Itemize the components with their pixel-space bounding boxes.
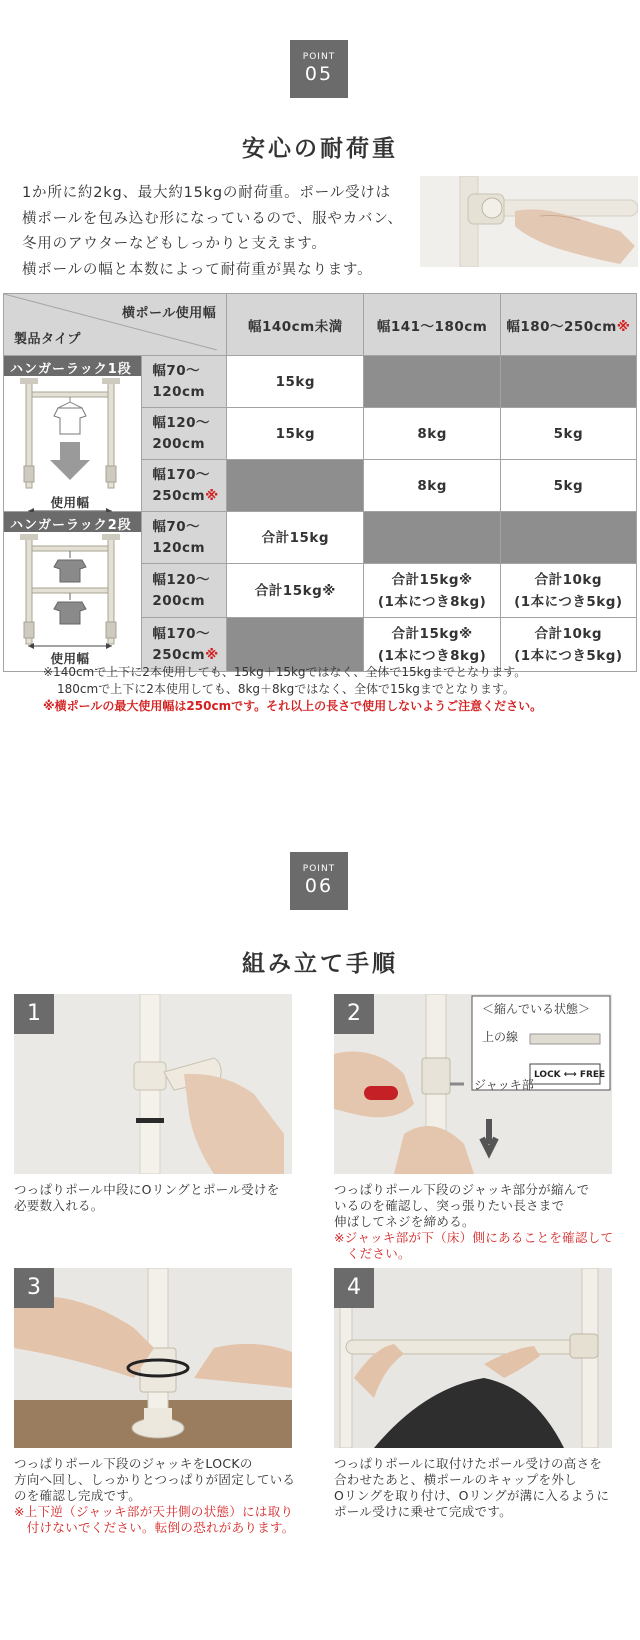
- pole-holder-photo: [420, 176, 638, 267]
- step3-text: つっぱりポール下段のジャッキをLOCKの 方向へ回し、しっかりとつっぱりが固定している のを確認し完成です。 ※上下逆（ジャッキ部が天井側の状態）には取り 付けないでください。転倒の恐れがあります。: [14, 1456, 296, 1535]
- column-header: 幅141～180cm: [364, 294, 500, 356]
- size-cell: 幅170～ 250cm※: [142, 460, 227, 512]
- step4-photo: [334, 1268, 612, 1448]
- point-label: POINT: [302, 864, 336, 874]
- column-header: 幅180～250cm※: [500, 294, 636, 356]
- size-cell: 幅120～ 200cm: [142, 408, 227, 460]
- step2-text: つっぱりポール下段のジャッキ部分が縮んで いるのを確認し、突っ張りたい長さまで 伸ばしてネジを締める。 ※ジャッキ部が下（床）側にあることを確認して ください。: [334, 1182, 614, 1261]
- step-number: 3: [14, 1268, 54, 1308]
- intro-line: 1か所に約2kg、最大約15kgの耐荷重。ポール受けは: [22, 185, 391, 201]
- lock-free-label: LOCK ⟷ FREE: [534, 1070, 606, 1080]
- value-cell-na: [227, 460, 364, 512]
- rack2-cell: [4, 512, 142, 672]
- value-cell-na: [500, 356, 636, 408]
- step4-text: つっぱりポールに取付けたポール受けの高さを 合わせたあと、横ポールのキャップを外し Oリングを取り付け、Oリングが溝に入るように ポール受けに乗せて完成です。: [334, 1456, 610, 1519]
- usage-width-arrow: [4, 641, 136, 651]
- table-corner: [4, 294, 227, 356]
- note-line: 180cmで上下に2本使用しても、8kg＋8kgではなく、全体で15kgまでとなります。: [57, 682, 515, 696]
- step-number: 2: [334, 994, 374, 1034]
- note-mark: ※: [616, 318, 631, 335]
- inset-line-label: 上の線: [482, 1030, 519, 1044]
- section-title-load: 安心の耐荷重: [242, 136, 398, 162]
- note-warning: ※横ポールの最大使用幅は250cmです。それ以上の長さで使用しないようご注意ください。: [43, 699, 543, 713]
- inset-title: ＜縮んでいる状態＞: [482, 1002, 591, 1016]
- rack1-name: ハンガーラック1段: [4, 356, 141, 376]
- rack1-cell: [4, 356, 142, 512]
- point-06-badge: [290, 852, 348, 910]
- value-cell: 合計15kg: [227, 512, 364, 564]
- value-cell: 5kg: [500, 460, 636, 512]
- section-title-assembly: 組み立て手順: [242, 951, 398, 977]
- value-cell: 15kg: [227, 356, 364, 408]
- rack2-name: ハンガーラック2段: [4, 512, 141, 532]
- inset-jack-label: ジャッキ部: [474, 1078, 534, 1092]
- size-cell: 幅120～ 200cm: [142, 564, 227, 618]
- size-cell: 幅170～ 250cm※: [142, 618, 227, 672]
- step-number: 1: [14, 994, 54, 1034]
- load-capacity-table: [3, 293, 637, 672]
- value-cell: 8kg: [364, 460, 500, 512]
- value-cell-na: [364, 512, 500, 564]
- step1-photo: [14, 994, 292, 1174]
- rack2-illustration: [4, 532, 136, 648]
- value-cell: 15kg: [227, 408, 364, 460]
- usage-width-label: 使用幅: [50, 495, 90, 510]
- rack1-illustration: [4, 376, 136, 492]
- table-notes: [0, 664, 640, 715]
- value-cell-na: [500, 512, 636, 564]
- usage-width-label: 使用幅: [50, 651, 90, 666]
- size-cell: 幅70～ 120cm: [142, 512, 227, 564]
- intro-text: [22, 181, 432, 283]
- value-cell: 5kg: [500, 408, 636, 460]
- note-line: ※140cmで上下に2本使用しても、15kg＋15kgではなく、全体で15kgまでとなります。: [43, 665, 527, 679]
- corner-bottom-label: 製品タイプ: [14, 332, 81, 347]
- column-header: 幅140cm未満: [227, 294, 364, 356]
- point-number: 05: [304, 63, 334, 85]
- size-cell: 幅70～ 120cm: [142, 356, 227, 408]
- value-cell: 8kg: [364, 408, 500, 460]
- intro-line: 冬用のアウターなどもしっかりと支えます。: [22, 236, 327, 252]
- intro-line: 横ポールの幅と本数によって耐荷重が異なります。: [22, 261, 373, 278]
- step2-photo: [334, 994, 612, 1174]
- point-05-badge: [290, 40, 348, 98]
- value-cell: 合計15kg※ (1本につき8kg): [364, 618, 500, 672]
- step3-photo: [14, 1268, 292, 1448]
- value-cell: 合計10kg (1本につき5kg): [500, 618, 636, 672]
- point-number: 06: [304, 875, 334, 897]
- intro-line: 横ポールを包み込む形になっているので、服やカバン、: [22, 210, 403, 227]
- value-cell: 合計15kg※ (1本につき8kg): [364, 564, 500, 618]
- value-cell: 合計10kg (1本につき5kg): [500, 564, 636, 618]
- step-number: 4: [334, 1268, 374, 1308]
- step1-text: つっぱりポール中段にOリングとポール受けを 必要数入れる。: [14, 1182, 280, 1213]
- corner-top-label: 横ポール使用幅: [121, 306, 217, 321]
- point-label: POINT: [302, 52, 336, 62]
- value-cell: 合計15kg※: [227, 564, 364, 618]
- value-cell-na: [364, 356, 500, 408]
